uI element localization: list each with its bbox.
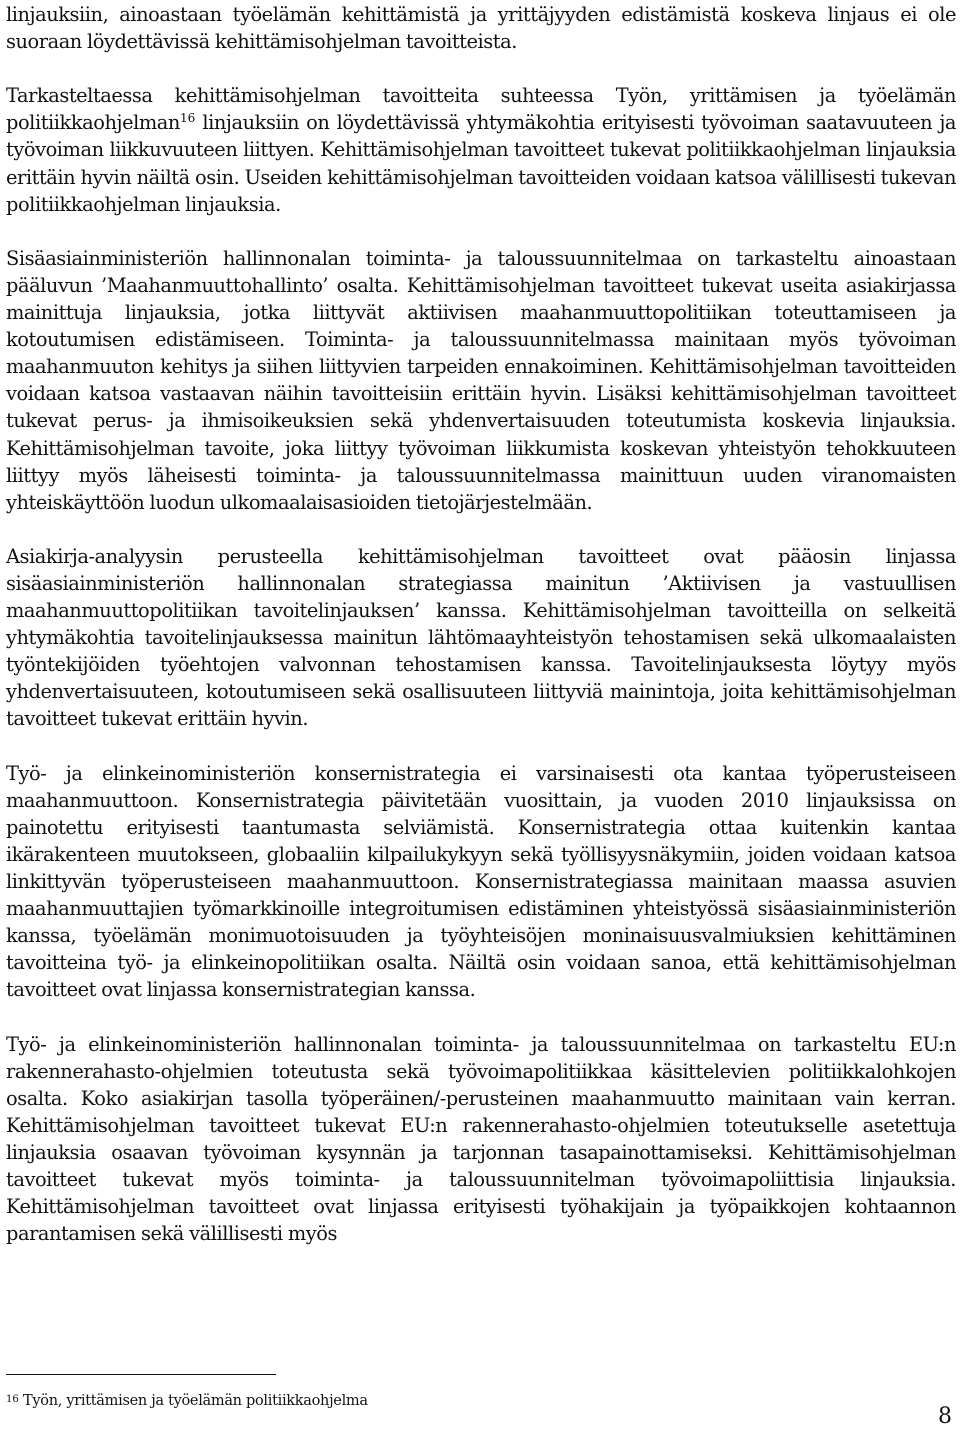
footnote <box>6 1392 368 1410</box>
page-number: 8 <box>938 1404 952 1429</box>
footnote-number: 16 <box>6 1394 19 1405</box>
paragraph-2-end: linjauksiin on löydettävissä yhtymäkohtia erityisesti työvoiman saatavuuteen ja työvoiman liikkuvuuteen liittyen. Kehittämisohjelman tavoitteet tukevat politiikkaohjelman linjauksia erittäin hyvin näiltä osin. Useiden kehittämisohjelman tavoitteiden voidaan katsoa välillisesti tukevan politiikkaohjelman linjauksia. <box>6 111 956 216</box>
paragraph-6: Työ- ja elinkeinoministeriön hallinnonalan toiminta- ja taloussuunnitelmaa on tarkasteltu EU:n rakennerahasto-ohjelmien toteutusta sekä työvoimapolitiikkaa käsittelevien politiikkalohkojen osalta. Koko asiakirjan tasolla työperäinen/-perusteinen maahanmuutto mainitaan vain kerran. Kehittämisohjelman tavoitteet tukevat EU:n rakennerahasto-ohjelmien toteutukselle asetettuja linjauksia osaavan työvoiman kysynnän ja tarjonnan tasapainottamiseksi. Kehittämisohjelman tavoitteet tukevat myös toiminta- ja taloussuunnitelman työvoimapoliittisia linjauksia. Kehittämisohjelman tavoitteet ovat linjassa erityisesti työhakijain ja työpaikkojen kohtaannon parantamisen sekä välillisesti myös <box>6 1032 956 1246</box>
paragraph-3: Sisäasiainministeriön hallinnonalan toiminta- ja taloussuunnitelmaa on tarkasteltu ainoastaan pääluvun ’Maahanmuuttohallinto’ osalta. Kehittämisohjelman tavoitteet tukevat useita asiakirjassa mainittuja linjauksia, jotka liittyvät aktiivisen maahanmuuttopolitiikan toteuttamiseen ja kotoutumisen edistämiseen. Toiminta- ja taloussuunnitelmassa mainitaan myös työvoiman maahanmuuton kehitys ja siihen liittyvien tarpeiden ennakoiminen. Kehittämisohjelman tavoitteiden voidaan katsoa vastaavan näihin tavoitteisiin erittäin hyvin. Lisäksi kehittämisohjelman tavoitteet tukevat perus- ja ihmisoikeuksien sekä yhdenvertaisuuden toteutumista koskevia linjauksia. Kehittämisohjelman tavoite, joka liittyy työvoiman liikkumista koskevan yhteistyön tehokkuuteen liittyy myös läheisesti toiminta- ja taloussuunnitelmassa mainittuun uuden viranomaisten yhteiskäyttöön luodun ulkomaalaisasioiden tietojärjestelmään. <box>6 246 956 514</box>
paragraph-2-start: Tarkasteltaessa kehittämisohjelman tavoitteita suhteessa Työn, yrittämisen ja työelämän politiikkaohjelman <box>6 84 956 135</box>
paragraph-1: linjauksiin, ainoastaan työelämän kehittämistä ja yrittäjyyden edistämistä koskeva linjaus ei ole suoraan löydettävissä kehittämisohjelman tavoitteista. <box>6 3 956 54</box>
footnote-reference: 16 <box>179 111 196 126</box>
body-text <box>6 1 956 1247</box>
footnote-divider <box>6 1374 276 1375</box>
footnote-text: Työn, yrittämisen ja työelämän politiikkaohjelma <box>23 1393 368 1409</box>
paragraph-5: Työ- ja elinkeinoministeriön konsernistrategia ei varsinaisesti ota kantaa työperusteiseen maahanmuuttoon. Konsernistrategia päivitetään vuosittain, ja vuoden 2010 linjauksissa on painotettu erityisesti taantumasta selviämistä. Konsernistrategia ottaa kuitenkin kantaa ikärakenteen muutokseen, globaaliin kilpailukykyyn sekä työllisyysnäkymiin, joiden voidaan katsoa linkittyvän työperusteiseen maahanmuuttoon. Konsernistrategiassa mainitaan maassa asuvien maahanmuuttajien työmarkkinoille integroitumisen edistäminen yhteistyössä sisäasiainministeriön kanssa, työelämän monimuotoisuuden ja työyhteisöjen moninaisuusvalmiuksien kehittäminen tavoitteina työ- ja elinkeinopolitiikan osalta. Näiltä osin voidaan sanoa, että kehittämisohjelman tavoitteet ovat linjassa konsernistrategian kanssa. <box>6 761 956 1002</box>
paragraph-4: Asiakirja-analyysin perusteella kehittämisohjelman tavoitteet ovat pääosin linjassa sisäasiainministeriön hallinnonalan strategiassa mainitun ’Aktiivisen ja vastuullisen maahanmuuttopolitiikan tavoitelinjauksen’ kanssa. Kehittämisohjelman tavoitteilla on selkeitä yhtymäkohtia tavoitelinjauksessa mainitun lähtömaayhteistyön tehostamisen sekä ulkomaalaisten työntekijöiden työehtojen valvonnan tehostamisen kanssa. Tavoitelinjauksesta löytyy myös yhdenvertaisuuteen, kotoutumiseen sekä osallisuuteen liittyviä mainintoja, joita kehittämisohjelman tavoitteet tukevat erittäin hyvin. <box>6 544 956 731</box>
paragraph-2 <box>6 82 956 217</box>
